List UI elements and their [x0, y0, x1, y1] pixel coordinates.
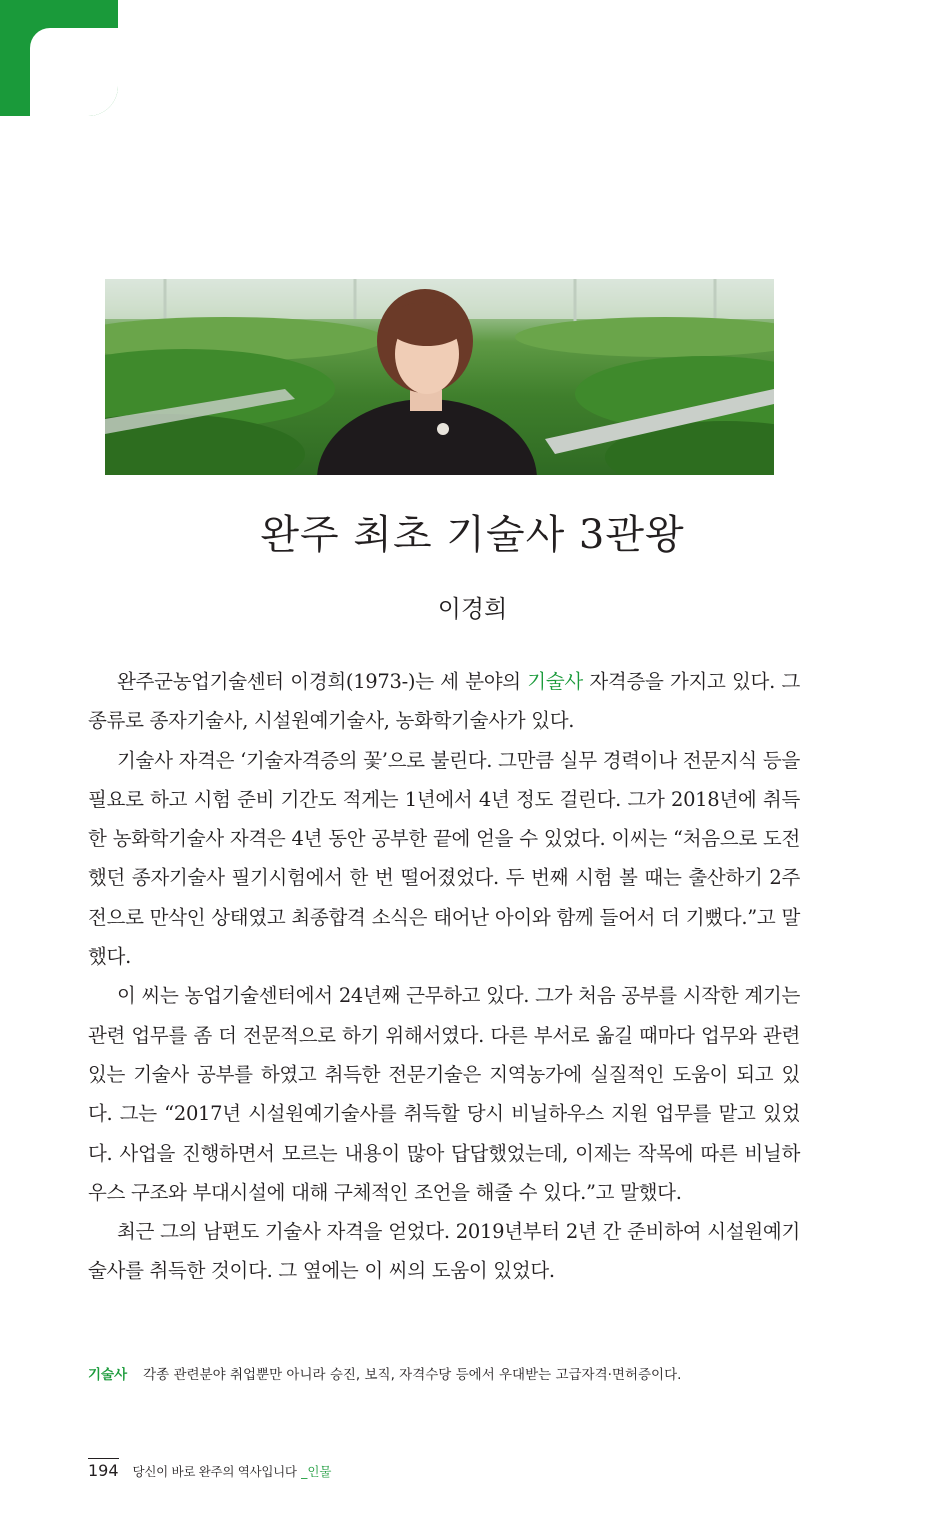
paragraph-1: 완주군농업기술센터 이경희(1973-)는 세 분야의 기술사 자격증을 가지고 있다. 그 종류로 종자기술사, 시설원예기술사, 농화학기술사가 있다. [88, 670, 800, 733]
paragraph-3: 이 씨는 농업기술센터에서 24년째 근무하고 있다. 그가 처음 공부를 시작한 계기는 관련 업무를 좀 더 전문적으로 하기 위해서였다. 다른 부서로 옮길 때마다 업무와 관련있는 기술사 공부를 하였고 취득한 전문기술은 지역농가에 실질적인 도움이 되고 있다. 그는 “2017년 시설원예기술사를 취득할 당시 비닐하우스 지원 업무를 맡고 있었다. 사업을 진행하면서 모르는 내용이 많아 답답했었는데, 이제는 작목에 따른 비닐하우스 구조와 부대시설에 대해 구체적인 조언을 해줄 수 있다.”고 말했다. [88, 984, 800, 1204]
footnote [88, 1364, 848, 1386]
page-number: 194 [88, 1458, 119, 1481]
footnote-definition: 각종 관련분야 취업뿐만 아니라 승진, 보직, 자격수당 등에서 우대받는 고급자격·면허증이다. [143, 1367, 682, 1383]
book-title: 당신이 바로 완주의 역사입니다 [132, 1464, 297, 1479]
article-body [88, 662, 800, 1291]
paragraph-4: 최근 그의 남편도 기술사 자격을 얻었다. 2019년부터 2년 간 준비하여 시설원예기술사를 취득한 것이다. 그 옆에는 이 씨의 도움이 있었다. [88, 1220, 800, 1283]
highlighted-term: 기술사 [527, 670, 583, 693]
paragraph-2: 기술사 자격은 ‘기술자격증의 꽃’으로 불린다. 그만큼 실무 경력이나 전문지식 등을 필요로 하고 시험 준비 기간도 적게는 1년에서 4년 정도 걸린다. 그가 2018년에 취득한 농화학기술사 자격은 4년 동안 공부한 끝에 얻을 수 있었다. 이씨는 “처음으로 도전했던 종자기술사 필기시험에서 한 번 떨어졌었다. 두 번째 시험 볼 때는 출산하기 2주 전으로 만삭인 상태였고 최종합격 소식은 태어난 아이와 함께 들어서 더 기뻤다.”고 말했다. [88, 748, 800, 969]
hero-photo [105, 279, 774, 475]
section-mark: _인물 [301, 1464, 332, 1479]
greenhouse-photo [105, 279, 774, 475]
article-title: 완주 최초 기술사 3관왕 [260, 512, 685, 558]
page-footer [88, 1458, 332, 1482]
footnote-term: 기술사 [88, 1367, 128, 1383]
corner-decoration [0, 0, 118, 116]
article-author: 이경희 [437, 595, 508, 623]
